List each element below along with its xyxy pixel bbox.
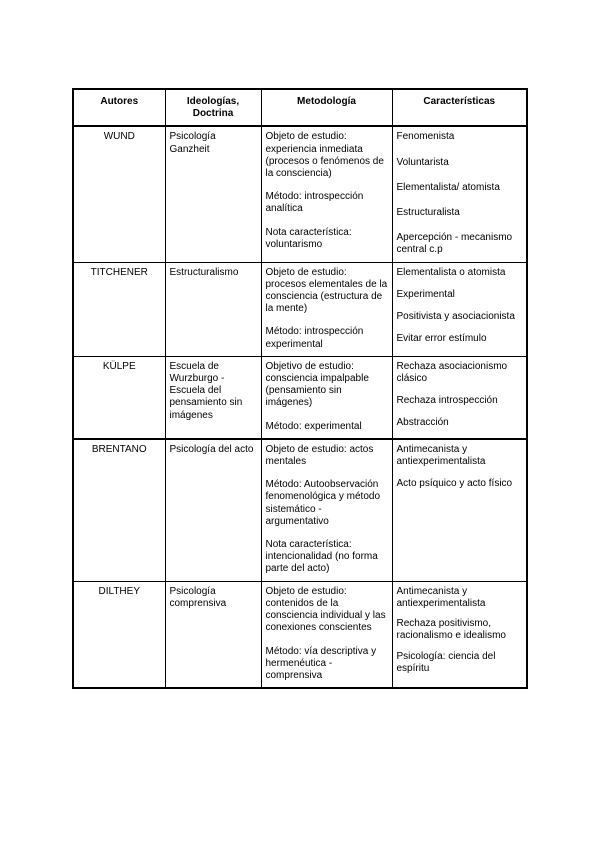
traits-paragraph: Acto psíquico y acto físico: [396, 478, 513, 490]
traits-paragraph: Rechaza asociacionismo clásico: [396, 360, 508, 385]
method-paragraph: Método: Autoobservación fenomenológica y método sistemático - argumentativo: [265, 479, 381, 527]
header-ideologies: Ideologías, Doctrina: [165, 89, 261, 126]
method-paragraph: Objeto de estudio: experiencia inmediata (procesos o fenómenos de la consciencia): [265, 131, 384, 180]
traits-cell: [392, 356, 527, 439]
traits-paragraph: Positivista y asociacionista: [396, 311, 515, 323]
traits-paragraph: Rechaza introspección: [396, 395, 498, 407]
table-header-row: [73, 89, 527, 126]
document-page: [72, 88, 528, 689]
table-row: [73, 581, 527, 688]
method-paragraph: Método: introspección experimental: [265, 326, 364, 350]
traits-paragraph: Fenomenista: [396, 131, 455, 143]
author-cell: BRENTANO: [73, 439, 165, 581]
method-paragraph: Método: vía descriptiva y hermenéutica - comprensiva: [265, 645, 377, 681]
traits-paragraph: Psicología: ciencia del espíritu: [396, 650, 496, 674]
header-characteristics: Características: [392, 89, 527, 126]
method-paragraph: Objeto de estudio: procesos elementales de la consciencia (estructura de la mente): [265, 266, 388, 315]
method-paragraph: Método: experimental: [265, 420, 362, 432]
header-authors: Autores: [73, 89, 165, 126]
table-row: [73, 126, 527, 262]
doctrine-paragraph: Escuela de Wurzburgo - Escuela del pensamiento sin imágenes: [169, 360, 243, 421]
traits-paragraph: Antimecanista y antiexperimentalista: [396, 585, 486, 609]
traits-paragraph: Evitar error estímulo: [396, 333, 487, 345]
traits-paragraph: Elementalista o atomista: [396, 266, 506, 278]
method-cell: [261, 262, 392, 356]
doctrine-cell: [165, 262, 261, 356]
traits-paragraph: Antimecanista y antiexperimentalista: [396, 443, 486, 468]
table-row: [73, 262, 527, 356]
traits-paragraph: Rechaza positivismo, racionalismo e idealismo: [396, 618, 506, 642]
doctrine-cell: [165, 356, 261, 439]
doctrine-cell: [165, 126, 261, 262]
traits-paragraph: Experimental: [396, 288, 455, 300]
traits-cell: [392, 262, 527, 356]
doctrine-cell: [165, 439, 261, 581]
traits-cell: [392, 439, 527, 581]
traits-paragraph: Voluntarista: [396, 156, 449, 168]
method-paragraph: Objeto de estudio: contenidos de la consciencia individual y las conexiones conscientes: [265, 585, 386, 634]
doctrine-paragraph: Estructuralismo: [169, 266, 239, 278]
doctrine-cell: [165, 581, 261, 688]
method-paragraph: Método: introspección analítica: [265, 191, 364, 215]
doctrine-paragraph: Psicología Ganzheit: [169, 131, 216, 155]
method-paragraph: Nota característica: intencionalidad (no forma parte del acto): [265, 539, 378, 575]
traits-paragraph: Abstracción: [396, 417, 449, 429]
method-paragraph: Objeto de estudio: actos mentales: [265, 443, 374, 468]
method-cell: [261, 356, 392, 439]
author-cell: TITCHENER: [73, 262, 165, 356]
method-cell: [261, 439, 392, 581]
method-paragraph: Objetivo de estudio: consciencia impalpable (pensamiento sin imágenes): [265, 360, 369, 409]
table-row: [73, 439, 527, 581]
traits-cell: [392, 126, 527, 262]
author-cell: DILTHEY: [73, 581, 165, 688]
doctrine-paragraph: Psicología del acto: [169, 443, 254, 455]
header-methodology: Metodología: [261, 89, 392, 126]
table-row: [73, 356, 527, 439]
method-cell: [261, 581, 392, 688]
traits-paragraph: Estructuralista: [396, 207, 460, 219]
table-body: [73, 126, 527, 688]
traits-paragraph: Elementalista/ atomista: [396, 181, 500, 193]
doctrine-paragraph: Psicología comprensiva: [169, 585, 227, 609]
method-cell: [261, 126, 392, 262]
author-cell: KÜLPE: [73, 356, 165, 439]
traits-paragraph: Apercepción - mecanismo central c.p: [396, 232, 513, 256]
author-cell: WUND: [73, 126, 165, 262]
psychology-schools-table: [72, 88, 528, 689]
method-paragraph: Nota característica: voluntarismo: [265, 226, 352, 250]
traits-cell: [392, 581, 527, 688]
